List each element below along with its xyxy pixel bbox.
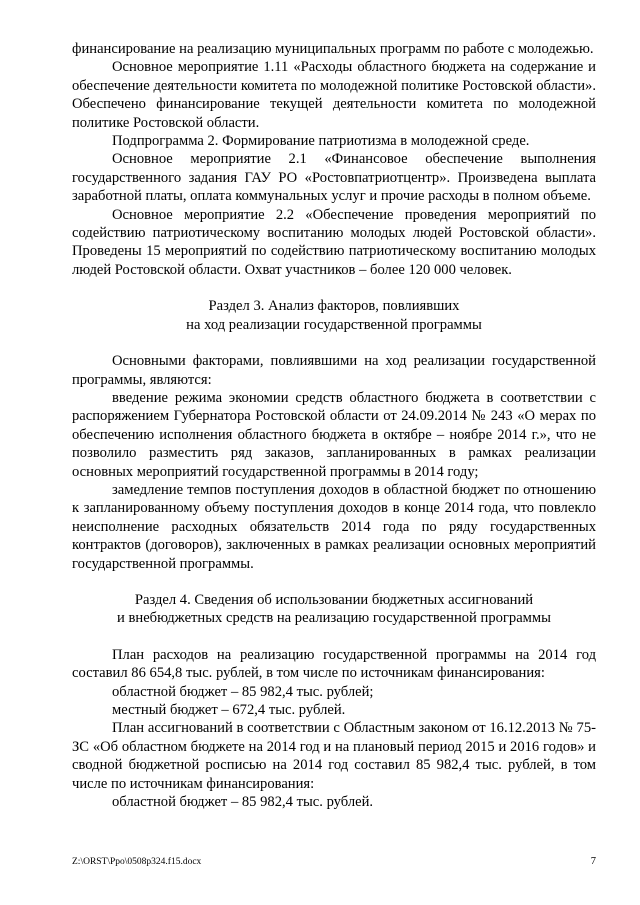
- section-4-paragraph-regional-budget: областной бюджет – 85 982,4 тыс. рублей;: [112, 683, 374, 700]
- paragraph-continuation: финансирование на реализацию муниципальных программ по работе с молодежью.: [72, 41, 594, 57]
- section-4-paragraph-allocations: План ассигнований в соответствии с Областным законом от 16.12.2013 № 75-ЗС «Об областном бюджете на 2014 год и на плановый период 2015 и 2016 годов» и сводной бюджетной росписью на 2014 год составил 85 982,4 тыс. рублей, в том числе по источникам финансирования:: [72, 720, 596, 792]
- paragraph-activity-2-1: Основное мероприятие 2.1 «Финансовое обеспечение выполнения государственного задания ГАУ РО «Ростовпатриотцентр». Произведена выплата заработной платы, оплата коммунальных услуг и прочие расходы в полном объеме.: [72, 151, 596, 205]
- page-number: 7: [590, 856, 596, 867]
- section-3-heading: [72, 297, 596, 334]
- section-4-heading-line-1: Раздел 4. Сведения об использовании бюджетных ассигнований: [134, 591, 534, 608]
- paragraph-subprogram-2: Подпрограмма 2. Формирование патриотизма в молодежной среде.: [112, 133, 530, 150]
- section-3-paragraph-intro: Основными факторами, повлиявшими на ход реализации государственной программы, являются:: [72, 353, 596, 388]
- paragraph-activity-2-2: Основное мероприятие 2.2 «Обеспечение проведения мероприятий по содействию патриотическому воспитанию молодых людей Ростовской области». Проведены 15 мероприятий по содействию патриотическому воспитанию молодых людей Ростовской области. Охват участников – более 120 000 человек.: [72, 206, 596, 278]
- section-4-heading-line-2: и внебюджетных средств на реализацию государственной программы: [117, 610, 551, 627]
- section-3-heading-line-2: на ход реализации государственной программы: [186, 316, 482, 333]
- section-3-paragraph-factor-2: замедление темпов поступления доходов в областной бюджет по отношению к запланированному объему поступления доходов в конце 2014 года, что повлекло неисполнение расходных обязательств 2014 года по ряду государственных контрактов (договоров), заключенных в рамках реализации основных мероприятий государственной программы.: [72, 481, 596, 572]
- document-body: [72, 40, 596, 811]
- section-4-heading: [72, 591, 596, 628]
- section-3-paragraph-factor-1: введение режима экономии средств областного бюджета в соответствии с распоряжением Губернатора Ростовской области от 24.09.2014 № 243 «О мерах по обеспечению исполнения областного бюджета в октябре – ноябре 2014 г.», что не позволило разместить ряд заказов, запланированных в рамках реализации основных мероприятий государственной программы в 2014 году;: [72, 389, 596, 480]
- section-4-paragraph-plan: План расходов на реализацию государственной программы на 2014 год составил 86 654,8 тыс. рублей, в том числе по источникам финансирования:: [72, 646, 596, 682]
- section-3-heading-line-1: Раздел 3. Анализ факторов, повлиявших: [208, 298, 460, 315]
- section-4-paragraph-local-budget: местный бюджет – 672,4 тыс. рублей.: [112, 702, 346, 718]
- section-4-paragraph-regional-budget-2: областной бюджет – 85 982,4 тыс. рублей.: [112, 794, 374, 811]
- paragraph-activity-1-11: Основное мероприятие 1.11 «Расходы областного бюджета на содержание и обеспечение деятельности комитета по молодежной политике Ростовской области». Обеспечено финансирование текущей деятельности комитета по молодежной политике Ростовской области.: [72, 59, 596, 131]
- footer-file-path: Z:\ORST\Ppo\0508p324.f15.docx: [72, 857, 202, 867]
